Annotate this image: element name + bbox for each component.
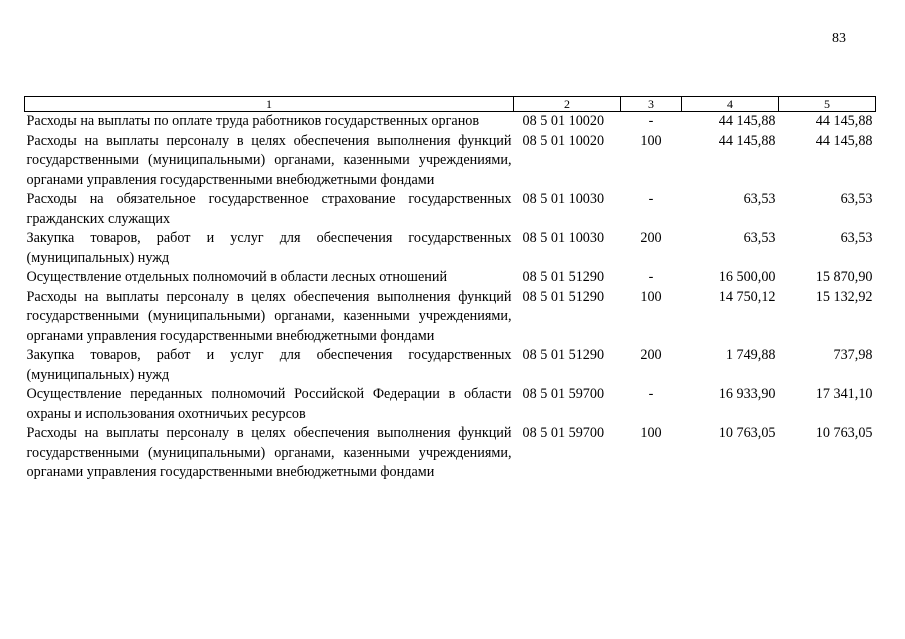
row-name: Расходы на выплаты по оплате труда работников государственных органов	[26, 113, 480, 129]
table-row	[25, 190, 876, 229]
column-header-3: 3	[621, 97, 682, 112]
table-row	[25, 132, 876, 191]
row-amount-2: 44 145,88	[815, 113, 873, 129]
row-amount-2: 15 132,92	[815, 288, 873, 305]
row-code: 08 5 01 59700	[522, 425, 605, 441]
row-name: Расходы на выплаты персоналу в целях обеспечения выполнения функций государственными (муниципальными) органами, казенными учреждениями, органами управления государственными внебюджетными фондами	[26, 288, 512, 344]
row-expense-type: 100	[640, 425, 662, 441]
table-row	[25, 346, 876, 385]
row-expense-type: -	[648, 191, 654, 207]
row-amount-1: 44 145,88	[718, 113, 776, 129]
row-name: Расходы на выплаты персоналу в целях обеспечения выполнения функций государственными (муниципальными) органами, казенными учреждениями, органами управления государственными внебюджетными фондами	[26, 425, 512, 480]
row-amount-2: 10 763,05	[815, 425, 873, 441]
row-name: Расходы на выплаты персоналу в целях обеспечения выполнения функций государственными (муниципальными) органами, казенными учреждениями, органами управления государственными внебюджетными фондами	[26, 132, 512, 188]
row-name: Расходы на обязательное государственное страхование государственных гражданских служащих	[26, 191, 512, 227]
row-amount-1: 1 749,88	[725, 347, 776, 363]
row-expense-type: -	[648, 269, 654, 285]
row-code: 08 5 01 10030	[522, 230, 605, 246]
row-amount-2: 737,98	[833, 347, 873, 363]
page-number: 83	[832, 31, 846, 46]
table-row	[25, 385, 876, 424]
column-header-4: 4	[682, 97, 779, 112]
row-expense-type: 200	[640, 347, 662, 363]
table-row	[25, 112, 876, 132]
budget-table	[24, 96, 876, 483]
row-expense-type: 200	[640, 230, 662, 246]
row-code: 08 5 01 10020	[522, 113, 605, 129]
row-name: Закупка товаров, работ и услуг для обеспечения государственных (муниципальных) нужд	[26, 230, 512, 266]
row-name: Осуществление отдельных полномочий в области лесных отношений	[26, 269, 448, 285]
row-name: Закупка товаров, работ и услуг для обеспечения государственных (муниципальных) нужд	[26, 347, 512, 383]
row-code: 08 5 01 51290	[522, 269, 605, 285]
table-row	[25, 229, 876, 268]
row-code: 08 5 01 51290	[522, 347, 605, 363]
column-header-2: 2	[514, 97, 621, 112]
row-amount-1: 16 500,00	[718, 269, 776, 285]
row-amount-2: 63,53	[840, 191, 873, 207]
table-body	[25, 112, 876, 483]
row-amount-2: 44 145,88	[815, 132, 873, 149]
row-amount-1: 16 933,90	[718, 386, 776, 402]
row-expense-type: -	[648, 386, 654, 402]
row-expense-type: 100	[640, 132, 662, 149]
table-row	[25, 268, 876, 288]
table-row	[25, 288, 876, 347]
row-name: Осуществление переданных полномочий Российской Федерации в области охраны и использования охотничьих ресурсов	[26, 386, 512, 422]
row-amount-1: 10 763,05	[718, 425, 776, 441]
row-amount-2: 15 870,90	[815, 269, 873, 285]
row-expense-type: -	[648, 113, 654, 129]
row-code: 08 5 01 51290	[522, 288, 605, 305]
row-amount-1: 63,53	[743, 191, 776, 207]
row-code: 08 5 01 59700	[522, 386, 605, 402]
row-amount-1: 63,53	[743, 230, 776, 246]
row-amount-1: 14 750,12	[718, 288, 776, 305]
row-code: 08 5 01 10020	[522, 132, 605, 149]
table-row	[25, 424, 876, 483]
row-amount-2: 17 341,10	[815, 386, 873, 402]
row-amount-1: 44 145,88	[718, 132, 776, 149]
header-row	[25, 97, 876, 112]
column-header-1: 1	[25, 97, 514, 112]
row-code: 08 5 01 10030	[522, 191, 605, 207]
column-header-5: 5	[779, 97, 876, 112]
row-expense-type: 100	[640, 288, 662, 305]
table-header	[25, 97, 876, 112]
row-amount-2: 63,53	[840, 230, 873, 246]
